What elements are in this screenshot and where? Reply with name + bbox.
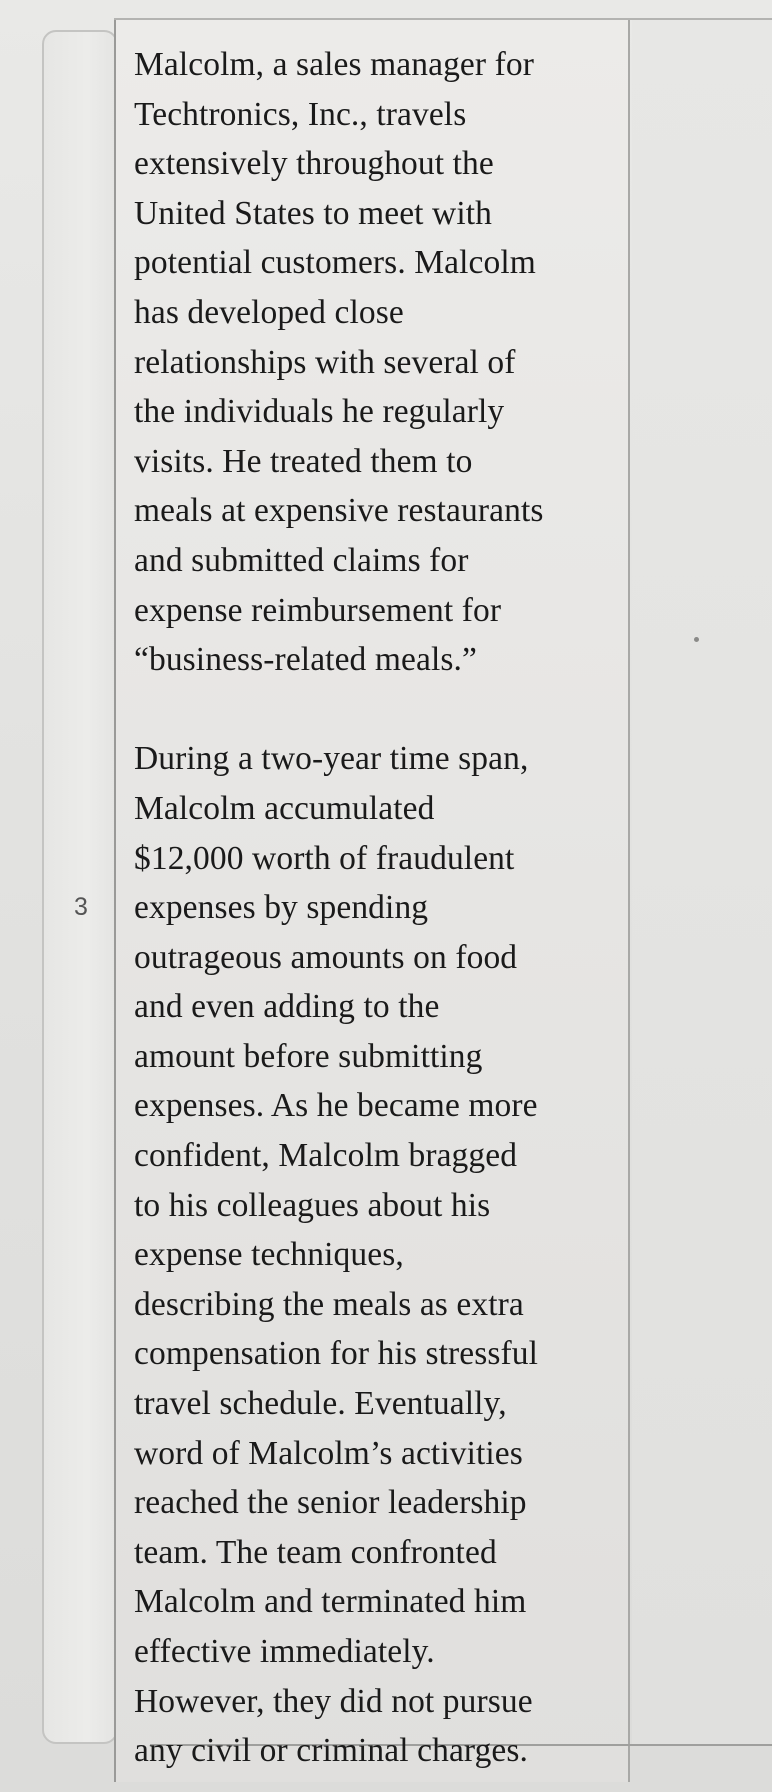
text-line: Techtronics, Inc., travels xyxy=(134,95,467,133)
text-line: travel schedule. Eventually, xyxy=(134,1385,507,1423)
text-line: visits. He treated them to xyxy=(134,442,473,480)
text-line: Malcolm, a sales manager for xyxy=(134,46,534,83)
text-line: expenses. As he became more xyxy=(134,1087,538,1125)
text-line: and submitted claims for xyxy=(134,541,469,579)
text-line: the individuals he regularly xyxy=(134,393,505,431)
text-line: Malcolm and terminated him xyxy=(134,1583,527,1621)
cursor-dot-icon xyxy=(694,637,699,642)
passage-text xyxy=(134,40,624,1776)
text-line: describing the meals as extra xyxy=(134,1285,524,1323)
text-line: extensively throughout the xyxy=(134,145,494,183)
paragraph-1 xyxy=(134,40,624,685)
text-line: to his colleagues about his xyxy=(134,1186,491,1224)
text-line: expenses by spending xyxy=(134,889,429,927)
text-line: relationships with several of xyxy=(134,343,516,381)
text-line: “business-related meals.” xyxy=(134,641,477,679)
paragraph-2 xyxy=(134,734,624,1775)
text-line: $12,000 worth of fraudulent xyxy=(134,839,515,877)
text-line: expense techniques, xyxy=(134,1236,404,1274)
text-line: potential customers. Malcolm xyxy=(134,244,536,282)
text-line: compensation for his stressful xyxy=(134,1335,539,1373)
paragraph-gap xyxy=(134,685,624,735)
text-line: Malcolm accumulated xyxy=(134,789,435,827)
text-line: any civil or criminal charges. xyxy=(134,1732,529,1770)
text-line: amount before submitting xyxy=(134,1037,483,1075)
text-line: However, they did not pursue xyxy=(134,1682,533,1720)
text-line: has developed close xyxy=(134,293,404,331)
text-line: word of Malcolm’s activities xyxy=(134,1434,523,1472)
row-rail xyxy=(42,30,118,1744)
text-line: confident, Malcolm bragged xyxy=(134,1137,518,1175)
text-line: meals at expensive restaurants xyxy=(134,492,544,530)
text-line: United States to meet with xyxy=(134,194,493,232)
text-line: expense reimbursement for xyxy=(134,591,502,629)
text-line: During a two-year time span, xyxy=(134,740,529,778)
text-line: team. The team confronted xyxy=(134,1533,497,1571)
text-line: outrageous amounts on food xyxy=(134,938,518,976)
row-number: 3 xyxy=(74,893,88,921)
text-line: and even adding to the xyxy=(134,988,440,1026)
text-line: reached the senior leadership xyxy=(134,1484,527,1522)
text-line: effective immediately. xyxy=(134,1633,435,1670)
adjacent-empty-cell xyxy=(632,20,772,1744)
